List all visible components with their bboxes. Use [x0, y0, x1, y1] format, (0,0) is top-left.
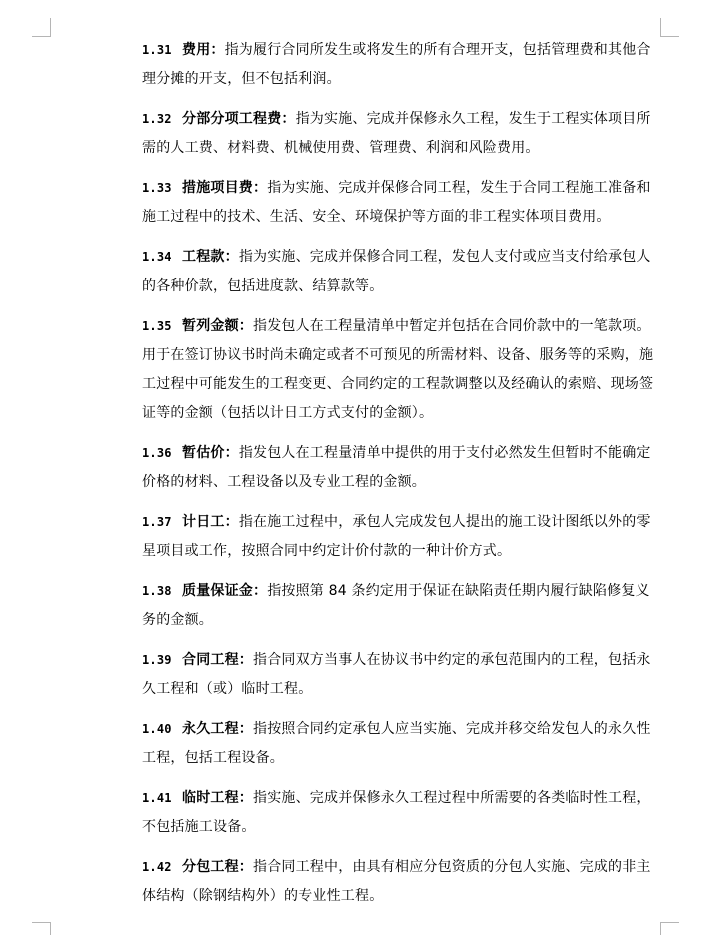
clause-number: 1.41 [142, 791, 172, 805]
term: 措施项目费： [182, 180, 268, 196]
term: 计日工： [182, 514, 239, 530]
crop-mark-top-left [32, 18, 51, 37]
definition-1-35 [142, 312, 662, 428]
term: 暂估价： [182, 445, 239, 461]
clause-number: 1.40 [142, 722, 172, 736]
definition-1-40 [142, 715, 662, 773]
definition-text: 指发包人在工程量清单中暂定并包括在合同价款中的一笔款项。用于在签订协议书时尚未确定或者不可预见的所需材料、设备、服务等的采购，施工过程中可能发生的工程变更、合同约定的工程款调整以及经确认的索赔、现场签证等的金额（包括以计日工方式支付的金额）。 [142, 318, 654, 421]
term: 质量保证金： [182, 583, 268, 599]
definition-1-42 [142, 853, 662, 911]
term: 工程款： [182, 249, 239, 265]
definition-1-36 [142, 439, 662, 497]
crop-mark-bottom-left [32, 922, 51, 935]
term: 费用： [182, 42, 225, 58]
definition-1-33 [142, 174, 662, 232]
definition-1-37 [142, 508, 662, 566]
definition-text: 指按照第 84 条约定用于保证在缺陷责任期内履行缺陷修复义务的金额。 [142, 583, 650, 628]
clause-number: 1.31 [142, 43, 172, 57]
definition-text: 指为实施、完成并保修合同工程，发包人支付或应当支付给承包人的各种价款，包括进度款、结算款等。 [142, 249, 651, 294]
definition-1-38 [142, 577, 662, 635]
term: 合同工程： [182, 652, 253, 668]
term: 永久工程： [182, 721, 253, 737]
definition-text: 指为履行合同所发生或将发生的所有合理开支，包括管理费和其他合理分摊的开支，但不包括利润。 [142, 42, 651, 87]
definition-1-34 [142, 243, 662, 301]
clause-number: 1.38 [142, 584, 172, 598]
clause-number: 1.34 [142, 250, 172, 264]
clause-number: 1.32 [142, 112, 172, 126]
definition-1-32 [142, 105, 662, 163]
definition-text: 指实施、完成并保修永久工程过程中所需要的各类临时性工程，不包括施工设备。 [142, 790, 651, 835]
clause-number: 1.37 [142, 515, 172, 529]
crop-mark-top-right [660, 18, 679, 37]
term: 临时工程： [182, 790, 253, 806]
definition-text: 指在施工过程中，承包人完成发包人提出的施工设计图纸以外的零星项目或工作，按照合同中约定计价付款的一种计价方式。 [142, 514, 651, 559]
term: 分部分项工程费： [182, 111, 296, 127]
clause-number: 1.33 [142, 181, 172, 195]
definition-text: 指合同工程中，由具有相应分包资质的分包人实施、完成的非主体结构（除钢结构外）的专业性工程。 [142, 859, 651, 904]
clause-number: 1.36 [142, 446, 172, 460]
clause-number: 1.42 [142, 860, 172, 874]
definitions-list [142, 36, 662, 922]
term: 分包工程： [182, 859, 253, 875]
definition-text: 指发包人在工程量清单中提供的用于支付必然发生但暂时不能确定价格的材料、工程设备以及专业工程的金额。 [142, 445, 651, 490]
definition-text: 指按照合同约定承包人应当实施、完成并移交给发包人的永久性工程，包括工程设备。 [142, 721, 651, 766]
definition-1-31 [142, 36, 662, 94]
definition-text: 指合同双方当事人在协议书中约定的承包范围内的工程，包括永久工程和（或）临时工程。 [142, 652, 651, 697]
term: 暂列金额： [182, 318, 253, 334]
definition-1-41 [142, 784, 662, 842]
clause-number: 1.35 [142, 319, 172, 333]
definition-text: 指为实施、完成并保修合同工程，发生于合同工程施工准备和施工过程中的技术、生活、安全、环境保护等方面的非工程实体项目费用。 [142, 180, 651, 225]
crop-mark-bottom-right [660, 922, 679, 935]
clause-number: 1.39 [142, 653, 172, 667]
definition-text: 指为实施、完成并保修永久工程，发生于工程实体项目所需的人工费、材料费、机械使用费、管理费、利润和风险费用。 [142, 111, 651, 156]
definition-1-39 [142, 646, 662, 704]
